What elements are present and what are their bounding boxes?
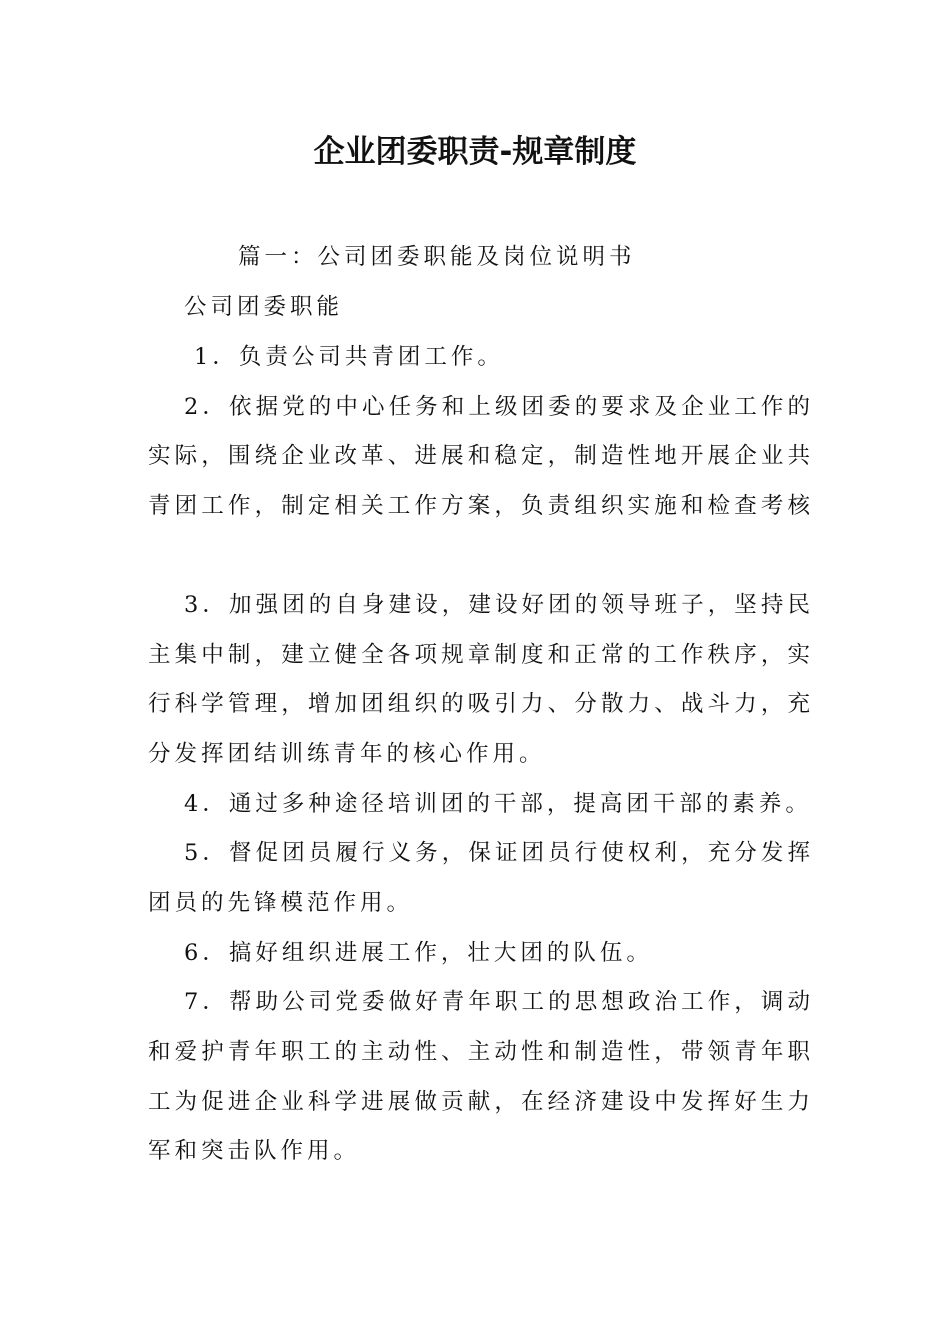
paragraph-line: 工为促进企业科学进展做贡献，在经济建设中发挥好生力	[148, 1089, 810, 1115]
paragraph-line: 主集中制，建立健全各项规章制度和正常的工作秩序，实	[148, 642, 810, 668]
paragraph-line: 4．通过多种途径培训团的干部，提高团干部的素养。	[184, 791, 812, 817]
paragraph-line: 行科学管理，增加团组织的吸引力、分散力、战斗力，充	[148, 691, 810, 717]
paragraph-line: 和爱护青年职工的主动性、主动性和制造性，带领青年职	[148, 1039, 810, 1065]
subsection-heading: 公司团委职能	[184, 294, 344, 320]
paragraph-line: 实际，围绕企业改革、进展和稳定，制造性地开展企业共	[148, 443, 810, 469]
paragraph-line: 团员的先锋模范作用。	[148, 890, 414, 916]
paragraph-line: 7．帮助公司党委做好青年职工的思想政治工作，调动	[184, 989, 810, 1015]
paragraph-line: 军和突击队作用。	[148, 1138, 361, 1164]
paragraph-line: 青团工作，制定相关工作方案，负责组织实施和检查考核	[148, 493, 810, 519]
paragraph-line: 2．依据党的中心任务和上级团委的要求及企业工作的	[184, 394, 810, 420]
paragraph-line: 1．负责公司共青团工作。	[194, 344, 504, 370]
document-title: 企业团委职责-规章制度	[313, 134, 637, 170]
paragraph-line: 6．搞好组织进展工作，壮大团的队伍。	[184, 940, 653, 966]
paragraph-line: 3．加强团的自身建设，建设好团的领导班子，坚持民	[184, 592, 810, 618]
paragraph-line: 5．督促团员履行义务，保证团员行使权利，充分发挥	[184, 840, 810, 866]
section-heading: 篇一：公司团委职能及岗位说明书	[238, 244, 636, 270]
paragraph-line: 分发挥团结训练青年的核心作用。	[148, 741, 546, 767]
